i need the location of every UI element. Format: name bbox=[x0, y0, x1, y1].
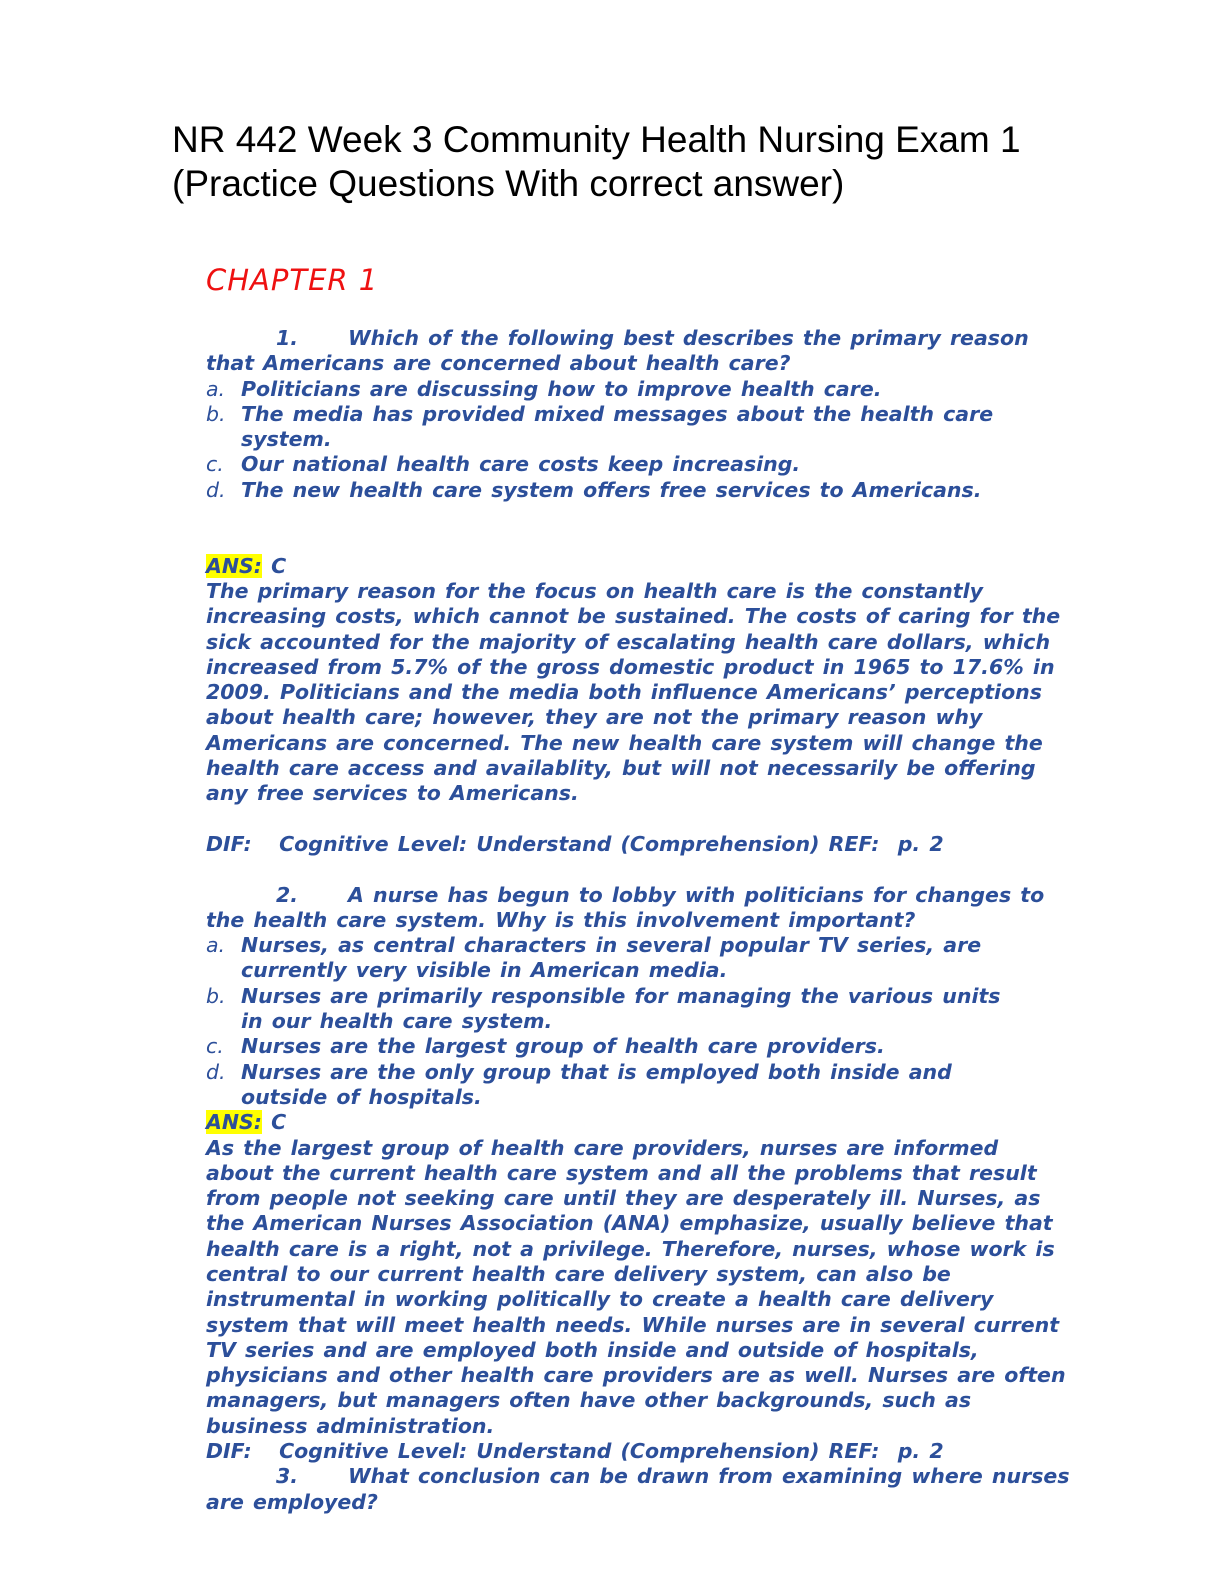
answer-value: C bbox=[271, 553, 287, 578]
rationale-line: As the largest group of health care providers, nurses are informed bbox=[206, 1135, 999, 1160]
rationale-line: central to our current health care delivery system, can also be bbox=[206, 1261, 951, 1286]
rationale-line: system that will meet health needs. While nurses are in several current bbox=[206, 1312, 1060, 1337]
option-b-continued: system. bbox=[241, 427, 332, 452]
question-number: 2. bbox=[276, 882, 299, 907]
option-c: c. Nurses are the largest group of health care providers. bbox=[206, 1034, 885, 1059]
question-stem-continued: are employed? bbox=[206, 1489, 378, 1514]
rationale-line: about health care; however, they are not the primary reason why bbox=[206, 705, 983, 730]
option-letter: d. bbox=[206, 1059, 226, 1084]
question-3 bbox=[206, 1464, 1106, 1515]
title-line-2: (Practice Questions With correct answer) bbox=[172, 163, 845, 204]
rationale-line: The primary reason for the focus on health care is the constantly bbox=[206, 578, 983, 603]
option-d-continued: outside of hospitals. bbox=[241, 1084, 482, 1109]
answer-label: ANS: bbox=[206, 553, 262, 578]
rationale-line: physicians and other health care providers are as well. Nurses are often bbox=[206, 1363, 1066, 1388]
answer-label: ANS: bbox=[206, 1110, 262, 1135]
rationale-line: increasing costs, which cannot be sustained. The costs of caring for the bbox=[206, 604, 1061, 629]
answer-line bbox=[206, 1110, 1106, 1135]
option-letter: a. bbox=[206, 376, 226, 401]
rationale-line: Americans are concerned. The new health care system will change the bbox=[206, 730, 1043, 755]
answer-value: C bbox=[271, 1110, 287, 1135]
rationale-line: the American Nurses Association (ANA) emphasize, usually believe that bbox=[206, 1211, 1053, 1236]
option-b: b. Nurses are primarily responsible for managing the various units bbox=[206, 983, 1001, 1008]
rationale-line: TV series and are employed both inside and outside of hospitals, bbox=[206, 1337, 979, 1362]
question-stem-continued: the health care system. Why is this involvement important? bbox=[206, 907, 916, 932]
option-letter: c. bbox=[206, 1034, 224, 1059]
question-stem: 3. What conclusion can be drawn from examining where nurses bbox=[276, 1464, 1070, 1489]
difficulty-reference: DIF: Cognitive Level: Understand (Comprehension) REF: p. 2 bbox=[206, 1439, 944, 1464]
rationale-line: instrumental in working politically to create a health care delivery bbox=[206, 1287, 994, 1312]
rationale-line: increased from 5.7% of the gross domestic product in 1965 to 17.6% in bbox=[206, 654, 1055, 679]
rationale-line: sick accounted for the majority of escalating health care dollars, which bbox=[206, 629, 1051, 654]
option-c: c. Our national health care costs keep increasing. bbox=[206, 452, 801, 477]
option-a: a. Politicians are discussing how to improve health care. bbox=[206, 376, 882, 401]
rationale-line: managers, but managers often have other backgrounds, such as bbox=[206, 1388, 972, 1413]
rationale-line: from people not seeking care until they are desperately ill. Nurses, as bbox=[206, 1186, 1041, 1211]
option-letter: a. bbox=[206, 933, 226, 958]
rationale bbox=[206, 579, 1106, 807]
option-letter: d. bbox=[206, 477, 226, 502]
option-letter: b. bbox=[206, 983, 226, 1008]
rationale-line: health care is a right, not a privilege. Therefore, nurses, whose work is bbox=[206, 1236, 1055, 1261]
question-stem: 1. Which of the following best describes the primary reason bbox=[276, 326, 1029, 350]
option-a: a. Nurses, as central characters in several popular TV series, are bbox=[206, 933, 982, 958]
question-number: 3. bbox=[276, 1464, 299, 1489]
rationale-line: business administration. bbox=[206, 1413, 495, 1438]
question-stem: 2. A nurse has begun to lobby with politicians for changes to bbox=[276, 882, 1045, 907]
answer-line bbox=[206, 554, 1106, 579]
rationale-line: about the current health care system and all the problems that result bbox=[206, 1160, 1037, 1185]
option-letter: b. bbox=[206, 401, 226, 426]
option-b-continued: in our health care system. bbox=[241, 1009, 553, 1034]
option-b: b. The media has provided mixed messages about the health care bbox=[206, 401, 994, 426]
question-2 bbox=[206, 883, 1106, 1465]
question-number: 1. bbox=[276, 326, 299, 350]
rationale-line: health care access and availablity, but will not necessarily be offering bbox=[206, 756, 1036, 781]
chapter-heading: CHAPTER 1 bbox=[206, 263, 379, 297]
questions-body bbox=[206, 326, 1106, 1515]
question-stem-continued: that Americans are concerned about health care? bbox=[206, 351, 791, 376]
rationale-line: 2009. Politicians and the media both influence Americans’ perceptions bbox=[206, 680, 1042, 705]
question-1 bbox=[206, 326, 1106, 883]
document-title bbox=[172, 118, 1132, 206]
rationale bbox=[206, 1136, 1106, 1440]
rationale-line: any free services to Americans. bbox=[206, 781, 579, 806]
difficulty-reference: DIF: Cognitive Level: Understand (Comprehension) REF: p. 2 bbox=[206, 831, 944, 856]
option-d: d. The new health care system offers free services to Americans. bbox=[206, 477, 982, 502]
option-a-continued: currently very visible in American media. bbox=[241, 958, 728, 983]
option-letter: c. bbox=[206, 452, 224, 477]
title-line-1: NR 442 Week 3 Community Health Nursing Exam 1 bbox=[172, 119, 1021, 160]
option-d: d. Nurses are the only group that is employed both inside and bbox=[206, 1059, 952, 1084]
